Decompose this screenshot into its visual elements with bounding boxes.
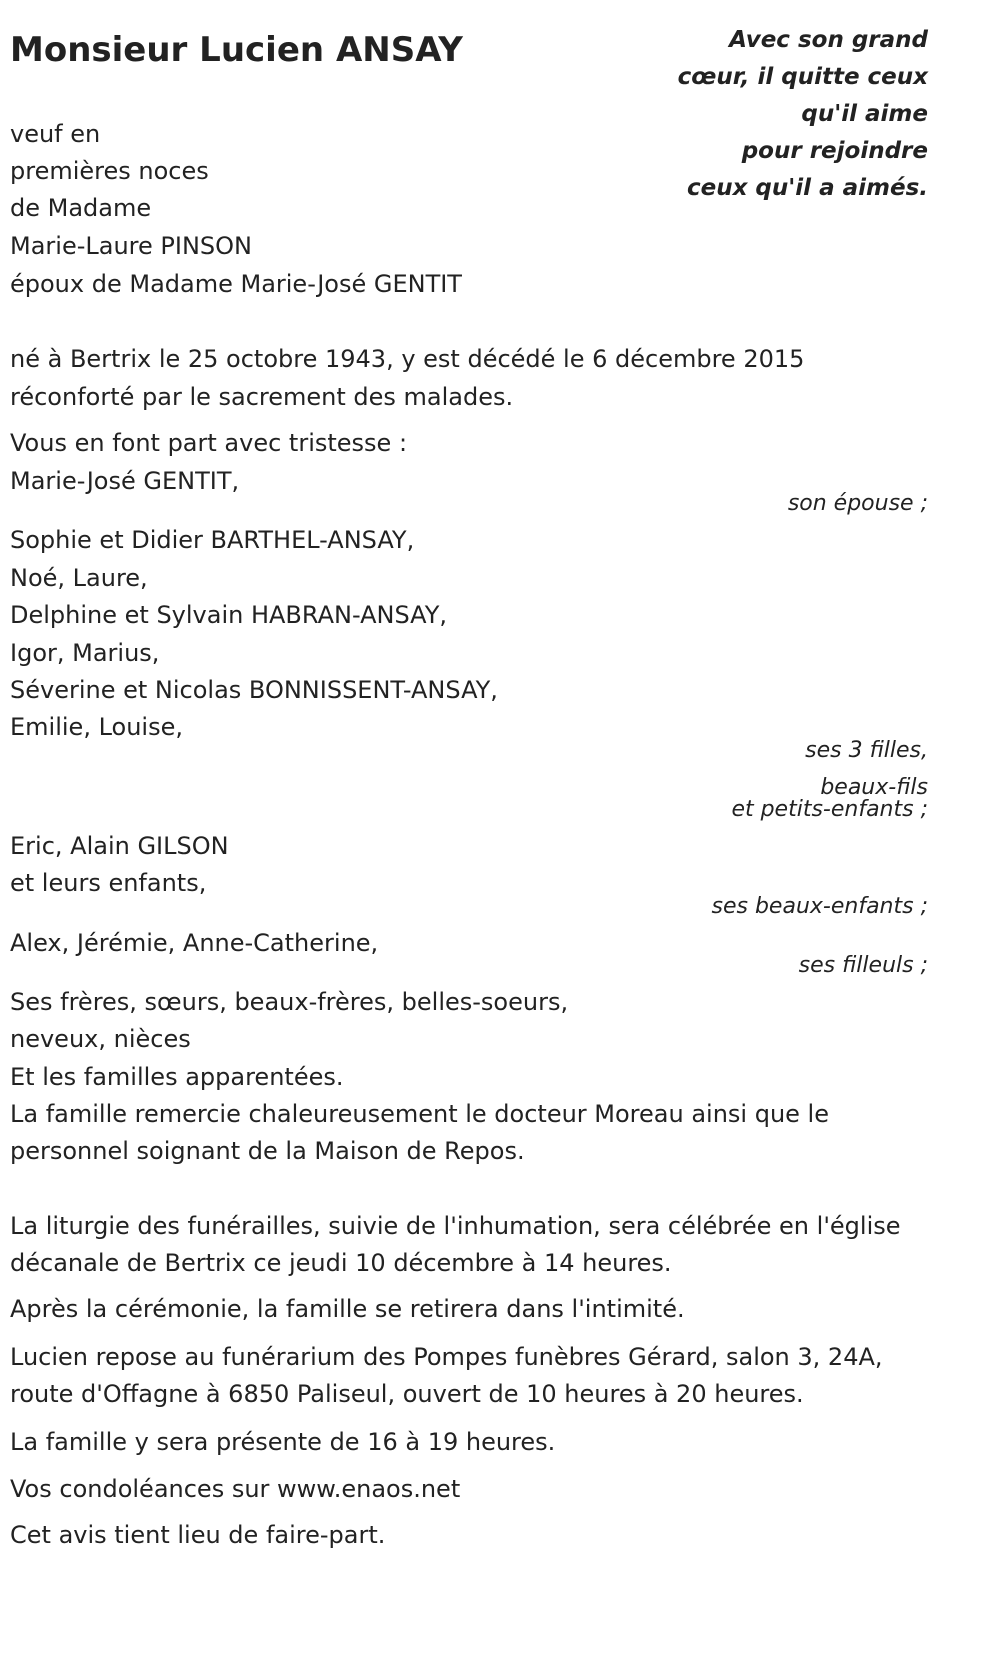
daughters-role: beaux-fils [820, 775, 928, 800]
daughters-role: ses 3 filles, [805, 738, 928, 763]
birth-death-line: né à Bertrix le 25 octobre 1943, y est décédé le 6 décembre 2015 [10, 345, 805, 373]
condolences-line: Vos condoléances sur www.enaos.net [10, 1475, 461, 1503]
widower-line: de Madame [10, 194, 152, 222]
after-ceremony-line: Après la cérémonie, la famille se retirera dans l'intimité. [10, 1295, 685, 1323]
widower-line: premières noces [10, 157, 209, 185]
spouse-line: époux de Madame Marie-José GENTIT [10, 270, 462, 298]
daughters-role: et petits-enfants ; [731, 797, 928, 822]
godchildren-line: Alex, Jérémie, Anne-Catherine, [10, 929, 379, 957]
quote-line: qu'il aime [801, 101, 928, 127]
family-member-line: Delphine et Sylvain HABRAN-ANSAY, [10, 601, 447, 629]
funeral-line: décanale de Bertrix ce jeudi 10 décembre à 14 heures. [10, 1249, 672, 1277]
page-title: Monsieur Lucien ANSAY [10, 30, 463, 70]
repose-line: Lucien repose au funérarium des Pompes funèbres Gérard, salon 3, 24A, [10, 1343, 883, 1371]
stepchild-line: Eric, Alain GILSON [10, 832, 229, 860]
family-member-line: Emilie, Louise, [10, 713, 183, 741]
repose-line: route d'Offagne à 6850 Paliseul, ouvert de 10 heures à 20 heures. [10, 1380, 804, 1408]
extended-family-line: neveux, nièces [10, 1025, 191, 1053]
thanks-line: La famille remercie chaleureusement le docteur Moreau ainsi que le [10, 1100, 829, 1128]
quote-line: pour rejoindre [741, 138, 928, 164]
quote-line: Avec son grand [729, 27, 928, 53]
godchildren-role: ses filleuls ; [798, 953, 928, 978]
widower-line: Marie-Laure PINSON [10, 232, 252, 260]
stepchild-line: et leurs enfants, [10, 869, 207, 897]
family-member-line: Sophie et Didier BARTHEL-ANSAY, [10, 526, 415, 554]
thanks-line: personnel soignant de la Maison de Repos. [10, 1137, 525, 1165]
extended-family-line: Et les familles apparentées. [10, 1063, 344, 1091]
funeral-line: La liturgie des funérailles, suivie de l'inhumation, sera célébrée en l'église [10, 1212, 901, 1240]
family-member-line: Noé, Laure, [10, 564, 148, 592]
family-member-line: Séverine et Nicolas BONNISSENT-ANSAY, [10, 676, 498, 704]
extended-family-line: Ses frères, sœurs, beaux-frères, belles-soeurs, [10, 988, 569, 1016]
spouse-role: son épouse ; [787, 491, 928, 516]
family-member-line: Igor, Marius, [10, 639, 160, 667]
stepchildren-role: ses beaux-enfants ; [711, 894, 928, 919]
tribute-quote [628, 22, 928, 207]
sacrament-line: réconforté par le sacrement des malades. [10, 383, 514, 411]
widower-line: veuf en [10, 120, 101, 148]
spouse-name: Marie-José GENTIT, [10, 467, 240, 495]
quote-line: ceux qu'il a aimés. [686, 175, 928, 201]
presence-line: La famille y sera présente de 16 à 19 heures. [10, 1428, 556, 1456]
announcement-line: Vous en font part avec tristesse : [10, 429, 408, 457]
notice-line: Cet avis tient lieu de faire-part. [10, 1521, 386, 1549]
quote-line: cœur, il quitte ceux [677, 64, 928, 90]
